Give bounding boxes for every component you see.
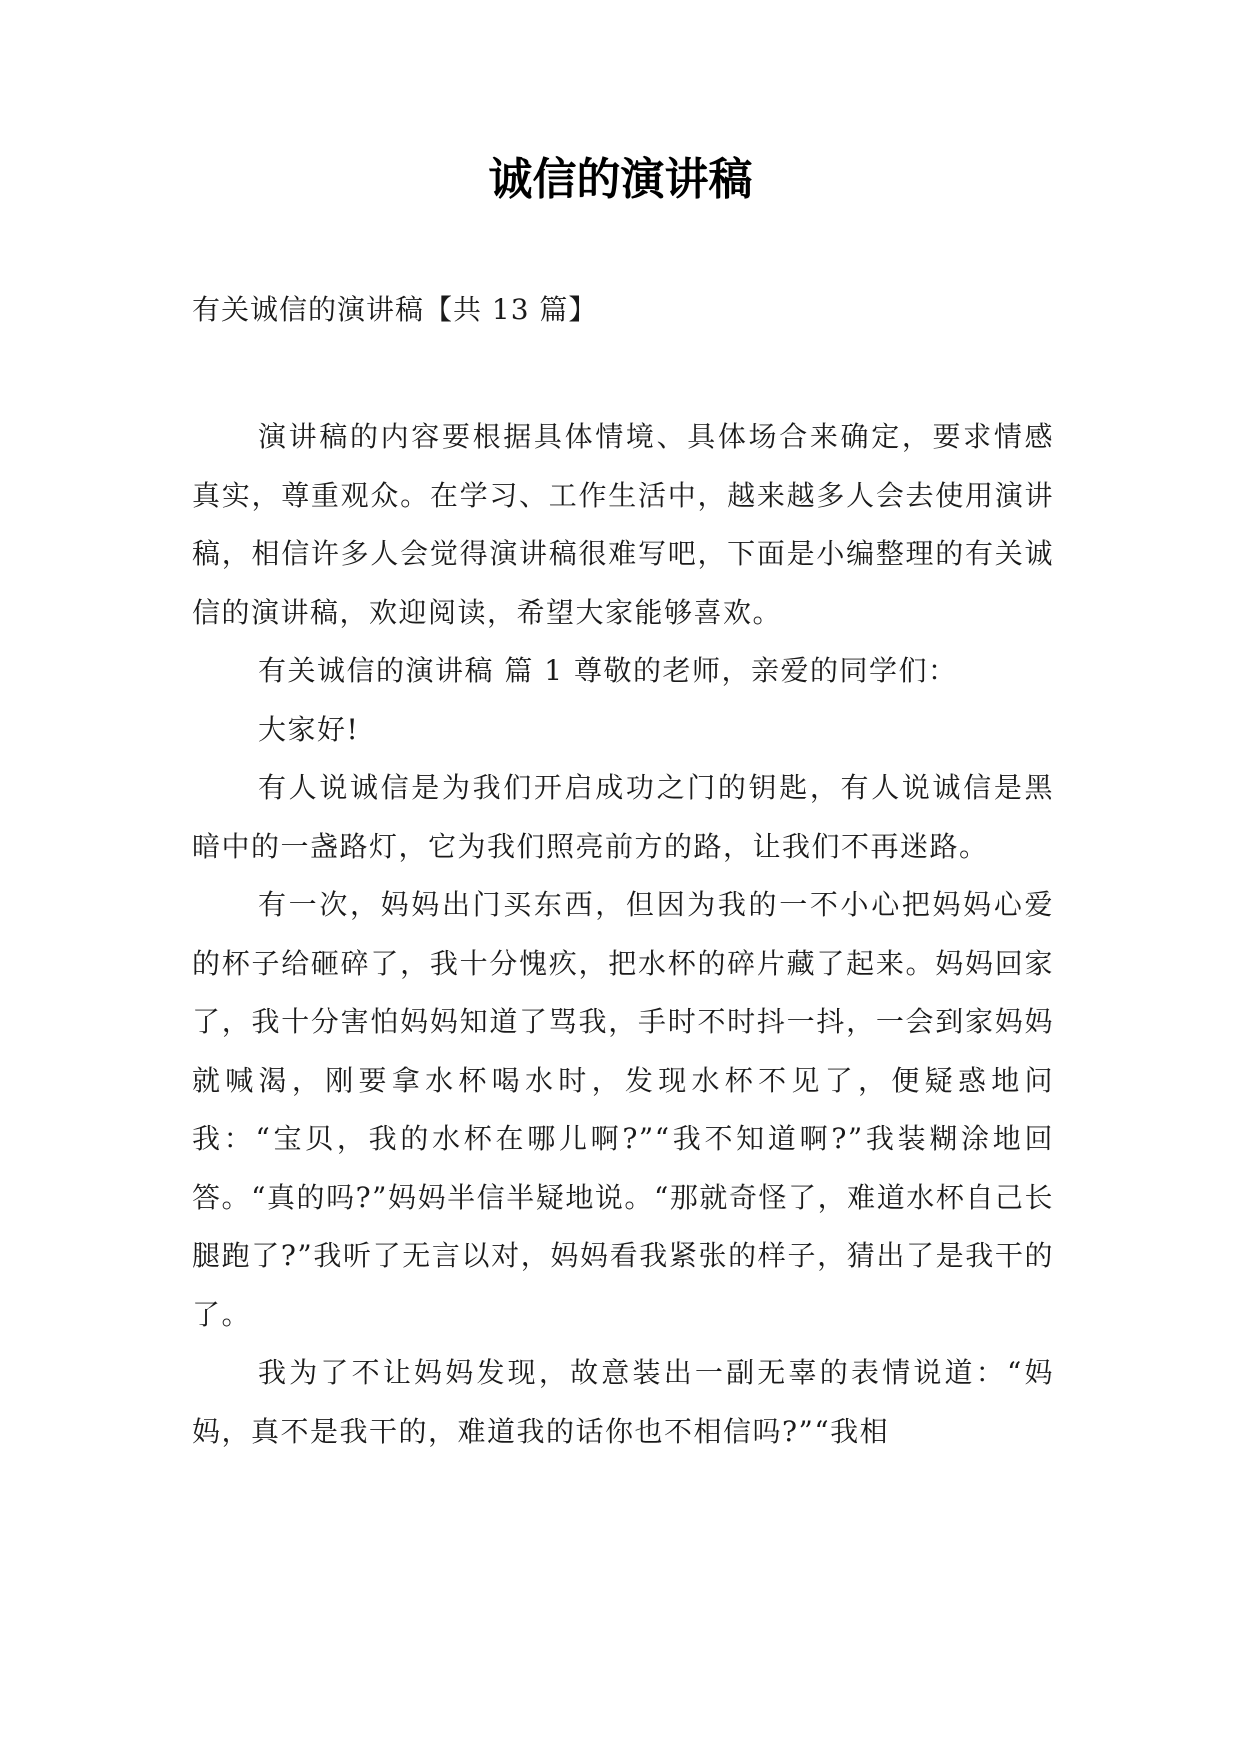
paragraph-intro: 演讲稿的内容要根据具体情境、具体场合来确定，要求情感真实，尊重观众。在学习、工作生活中，越来越多人会去使用演讲稿，相信许多人会觉得演讲稿很难写吧，下面是小编整理的有关诚信的演讲稿，欢迎阅读，希望大家能够喜欢。 — [192, 420, 1054, 629]
document-subtitle: 有关诚信的演讲稿【共 13 篇】 — [192, 293, 598, 326]
paragraph-honesty-key: 有人说诚信是为我们开启成功之门的钥匙，有人说诚信是黑暗中的一盏路灯，它为我们照亮前方的路，让我们不再迷路。 — [192, 771, 1054, 863]
paragraph-greeting: 大家好! — [258, 712, 360, 746]
document-body — [192, 408, 1054, 1461]
paragraph-innocent-face: 我为了不让妈妈发现，故意装出一副无辜的表情说道：“妈妈，真不是我干的，难道我的话你也不相信吗?”“我相 — [192, 1356, 1054, 1448]
paragraph-broken-cup: 有一次，妈妈出门买东西，但因为我的一不小心把妈妈心爱的杯子给砸碎了，我十分愧疚，把水杯的碎片藏了起来。妈妈回家了，我十分害怕妈妈知道了骂我，手时不时抖一抖，一会到家妈妈就喊渴，刚要拿水杯喝水时，发现水杯不见了，便疑惑地问我：“宝贝，我的水杯在哪儿啊?”“我不知道啊?”我装糊涂地回答。“真的吗?”妈妈半信半疑地说。“那就奇怪了，难道水杯自己长腿跑了?”我听了无言以对，妈妈看我紧张的样子，猜出了是我干的了。 — [192, 888, 1054, 1331]
paragraph-speech-heading: 有关诚信的演讲稿 篇 1 尊敬的老师，亲爱的同学们： — [258, 654, 958, 687]
document-title: 诚信的演讲稿 — [488, 154, 753, 205]
